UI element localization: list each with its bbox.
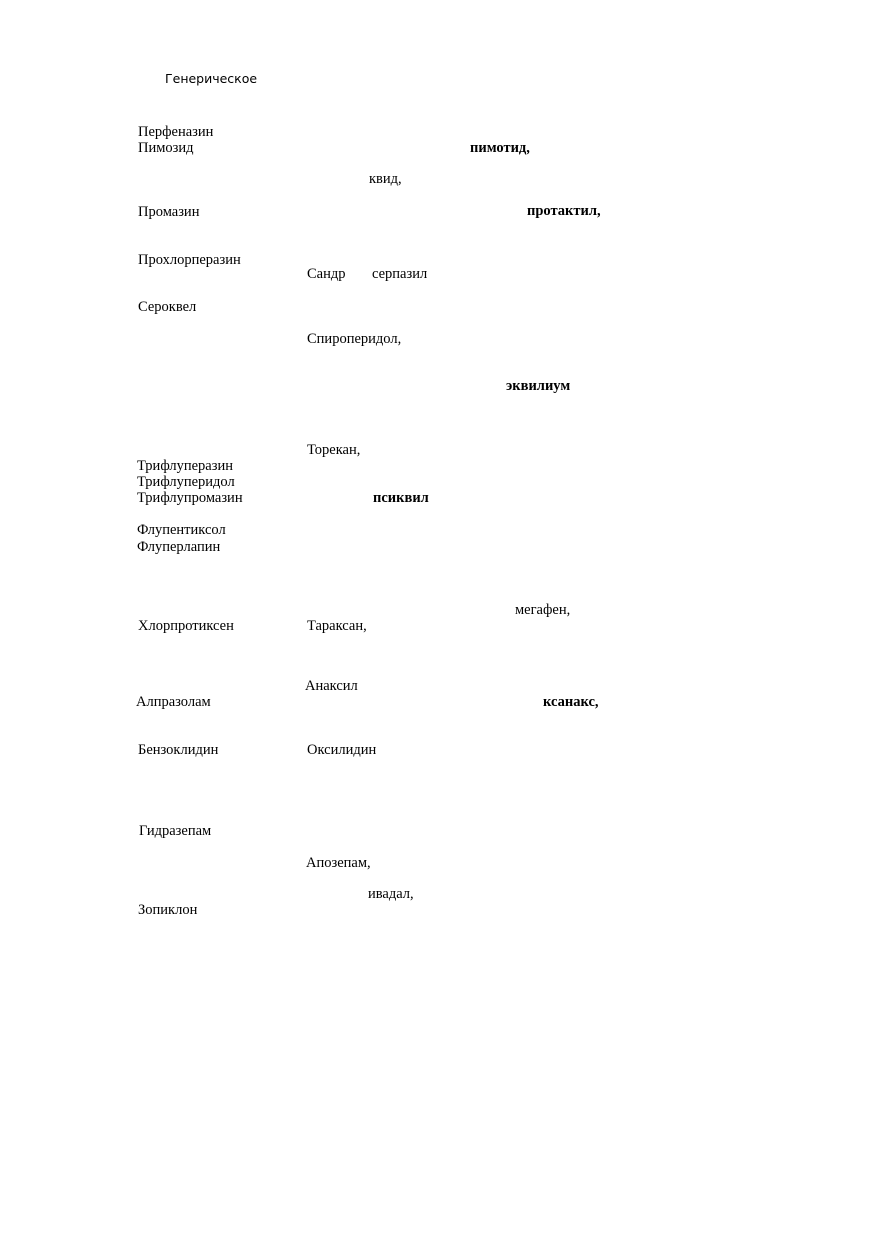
column-heading-generic: Генерическое: [165, 71, 258, 86]
generic-name: Бензоклидин: [138, 742, 219, 758]
trade-name: Анаксил: [305, 678, 358, 694]
trade-name: Сандр: [307, 266, 346, 282]
trade-name: серпазил: [372, 266, 428, 282]
trade-name: Спироперидол,: [307, 331, 402, 347]
generic-name: Прохлорперазин: [138, 252, 241, 268]
generic-name: Флуперлапин: [137, 539, 221, 555]
trade-name: Тараксан,: [307, 618, 367, 634]
trade-name: мегафен,: [515, 602, 571, 618]
generic-name: Промазин: [138, 204, 200, 220]
generic-name: Флупентиксол: [137, 522, 226, 538]
trade-name: протактил,: [527, 203, 601, 219]
generic-name: Алпразолам: [136, 694, 211, 710]
trade-name: Апозепам,: [306, 855, 371, 871]
trade-name: Торекан,: [307, 442, 361, 458]
trade-name: ксанакс,: [543, 694, 599, 710]
generic-name: Трифлуперидол: [137, 474, 235, 490]
generic-name: Хлорпротиксен: [138, 618, 234, 634]
generic-name: Зопиклон: [138, 902, 198, 918]
generic-name: Пимозид: [138, 140, 194, 156]
generic-name: Сероквел: [138, 299, 197, 315]
trade-name: пимотид,: [470, 140, 530, 156]
trade-name: квид,: [369, 171, 402, 187]
trade-name: ивадал,: [368, 886, 414, 902]
trade-name: эквилиум: [506, 378, 571, 394]
trade-name: псиквил: [373, 490, 429, 506]
generic-name: Гидразепам: [139, 823, 212, 839]
generic-name: Трифлуперазин: [137, 458, 233, 474]
generic-name: Перфеназин: [138, 124, 214, 140]
trade-name: Оксилидин: [307, 742, 377, 758]
generic-name: Трифлупромазин: [137, 490, 243, 506]
